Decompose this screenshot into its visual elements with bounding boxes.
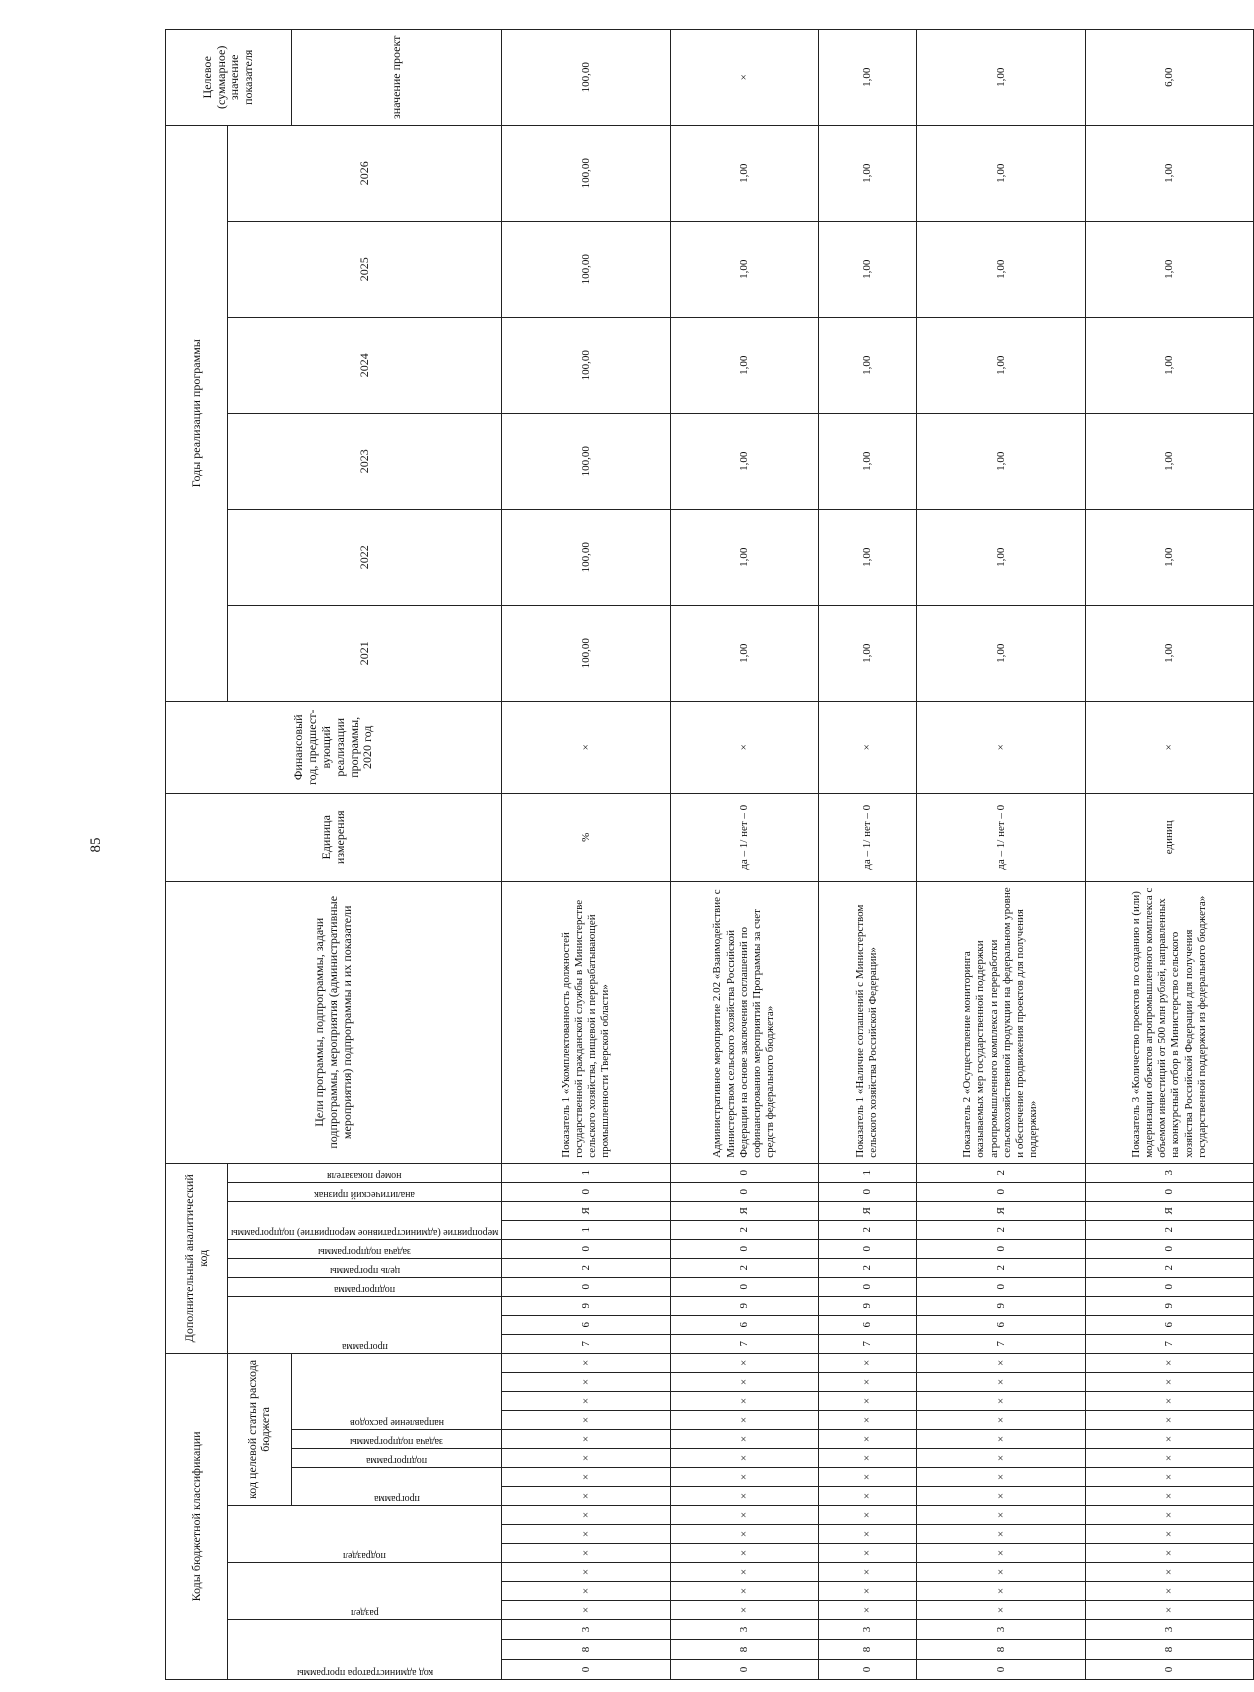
budget-code-placeholder: × — [818, 1430, 916, 1449]
add-subprogram-label: подпрограмма — [334, 1283, 396, 1295]
admin-code-digit: 3 — [502, 1620, 671, 1640]
target-value-cell: 100,00 — [502, 29, 671, 125]
additional-code-digit: 9 — [671, 1296, 819, 1315]
additional-code-digit: 2 — [671, 1220, 819, 1239]
target-value-cell: 1,00 — [917, 29, 1086, 125]
program-header — [291, 1468, 502, 1506]
additional-code-header: Дополнительный аналитический код — [166, 1163, 228, 1353]
budget-code-placeholder: × — [818, 1563, 916, 1582]
fin-year-cell: × — [502, 701, 671, 793]
year-value-cell: 1,00 — [1085, 509, 1254, 605]
budget-code-placeholder: × — [1085, 1392, 1254, 1411]
additional-code-digit: 0 — [502, 1182, 671, 1201]
fin-year-cell: × — [917, 701, 1086, 793]
budget-code-placeholder: × — [818, 1392, 916, 1411]
unit-cell: да – 1/ нет – 0 — [818, 793, 916, 881]
year-value-cell: 1,00 — [917, 125, 1086, 221]
budget-code-placeholder: × — [917, 1563, 1086, 1582]
admin-code-header — [228, 1620, 502, 1680]
budget-code-placeholder: × — [502, 1544, 671, 1563]
budget-code-placeholder: × — [818, 1506, 916, 1525]
additional-code-digit: 1 — [502, 1220, 671, 1239]
activity-label: мероприятие (административное мероприятие) подпрограммы — [231, 1226, 499, 1238]
budget-code-placeholder: × — [671, 1601, 819, 1620]
subprogram-task-header — [291, 1430, 502, 1449]
additional-code-digit: 2 — [818, 1258, 916, 1277]
year-value-cell: 100,00 — [502, 413, 671, 509]
budget-code-placeholder: × — [502, 1582, 671, 1601]
section-header — [228, 1563, 502, 1620]
additional-code-digit: 7 — [671, 1334, 819, 1353]
additional-code-digit: 0 — [671, 1182, 819, 1201]
admin-code-digit: 8 — [917, 1640, 1086, 1660]
additional-code-digit: Я — [1085, 1201, 1254, 1220]
target-header: Целевое (суммарное) значение показателя — [166, 29, 292, 125]
additional-code-digit: 6 — [818, 1315, 916, 1334]
additional-code-digit: 2 — [917, 1220, 1086, 1239]
year-2025-header: 2025 — [228, 221, 502, 317]
year-value-cell: 1,00 — [818, 317, 916, 413]
budget-code-placeholder: × — [818, 1468, 916, 1487]
additional-code-digit: 2 — [917, 1258, 1086, 1277]
budget-code-placeholder: × — [671, 1449, 819, 1468]
table-row — [818, 29, 916, 1679]
budget-code-placeholder: × — [671, 1392, 819, 1411]
budget-code-placeholder: × — [917, 1353, 1086, 1372]
page-number: 85 — [88, 837, 104, 853]
target-value-cell: × — [671, 29, 819, 125]
additional-code-digit: 6 — [502, 1315, 671, 1334]
budget-code-placeholder: × — [917, 1544, 1086, 1563]
additional-code-digit: Я — [818, 1201, 916, 1220]
year-value-cell: 1,00 — [671, 317, 819, 413]
budget-code-placeholder: × — [502, 1449, 671, 1468]
budget-code-placeholder: × — [671, 1353, 819, 1372]
year-value-cell: 1,00 — [917, 221, 1086, 317]
budget-code-placeholder: × — [1085, 1601, 1254, 1620]
budget-code-placeholder: × — [917, 1430, 1086, 1449]
budget-code-placeholder: × — [1085, 1430, 1254, 1449]
additional-code-digit: 2 — [818, 1220, 916, 1239]
fin-year-cell: × — [818, 701, 916, 793]
budget-code-placeholder: × — [917, 1506, 1086, 1525]
analytic-sign-header — [228, 1182, 502, 1201]
budget-code-placeholder: × — [818, 1353, 916, 1372]
additional-code-digit: 6 — [917, 1315, 1086, 1334]
expense-direction-header — [291, 1353, 502, 1429]
budget-code-placeholder: × — [1085, 1544, 1254, 1563]
budget-code-placeholder: × — [1085, 1582, 1254, 1601]
additional-code-digit: 6 — [1085, 1315, 1254, 1334]
budget-code-placeholder: × — [502, 1353, 671, 1372]
admin-code-digit: 8 — [1085, 1640, 1254, 1660]
admin-code-digit: 0 — [818, 1660, 916, 1680]
unit-header: Единица измерения — [166, 793, 502, 881]
additional-code-digit: 2 — [1085, 1220, 1254, 1239]
additional-code-digit: 0 — [917, 1182, 1086, 1201]
year-value-cell: 100,00 — [502, 125, 671, 221]
budget-code-placeholder: × — [671, 1430, 819, 1449]
additional-code-digit: 0 — [671, 1163, 819, 1182]
budget-code-placeholder: × — [1085, 1449, 1254, 1468]
year-value-cell: 1,00 — [1085, 221, 1254, 317]
budget-code-placeholder: × — [917, 1525, 1086, 1544]
add-program-label: программа — [341, 1340, 388, 1352]
additional-code-digit: 0 — [818, 1277, 916, 1296]
additional-code-digit: 0 — [1085, 1239, 1254, 1258]
year-2026-header: 2026 — [228, 125, 502, 221]
budget-code-placeholder: × — [1085, 1506, 1254, 1525]
analytic-sign-label: аналитический признак — [314, 1188, 416, 1200]
indicator-description: Административное мероприятие 2.02 «Взаимодействие с Министерством сельского хозяйства Российской Федерации на основе заключения соглашений по софинансированию мероприятий Программы за счет средств федерального бюджета» — [671, 881, 819, 1163]
goals-header: Цели программы, подпрограммы, задачи подпрограммы, мероприятия (административные мероприятия) подпрограммы и их показатели — [166, 881, 502, 1163]
budget-code-placeholder: × — [917, 1392, 1086, 1411]
year-value-cell: 100,00 — [502, 509, 671, 605]
subsection-header — [228, 1506, 502, 1563]
budget-code-placeholder: × — [917, 1373, 1086, 1392]
admin-code-digit: 3 — [818, 1620, 916, 1640]
program-goal-header — [228, 1258, 502, 1277]
year-value-cell: 100,00 — [502, 221, 671, 317]
year-value-cell: 1,00 — [917, 509, 1086, 605]
additional-code-digit: 0 — [671, 1239, 819, 1258]
year-2022-header: 2022 — [228, 509, 502, 605]
unit-cell: единиц — [1085, 793, 1254, 881]
years-header: Годы реализации программы — [166, 125, 228, 701]
budget-code-placeholder: × — [917, 1468, 1086, 1487]
additional-code-digit: 7 — [502, 1334, 671, 1353]
budget-code-placeholder: × — [818, 1411, 916, 1430]
budget-code-placeholder: × — [917, 1449, 1086, 1468]
budget-code-placeholder: × — [818, 1487, 916, 1506]
year-value-cell: 100,00 — [502, 605, 671, 701]
add-program-header — [228, 1296, 502, 1353]
budget-code-placeholder: × — [671, 1373, 819, 1392]
additional-code-digit: 9 — [502, 1296, 671, 1315]
additional-code-digit: 7 — [917, 1334, 1086, 1353]
additional-code-digit: Я — [502, 1201, 671, 1220]
budget-code-placeholder: × — [818, 1544, 916, 1563]
year-value-cell: 1,00 — [671, 221, 819, 317]
additional-code-digit: 0 — [671, 1277, 819, 1296]
year-value-cell: 1,00 — [671, 509, 819, 605]
additional-code-digit: 2 — [917, 1163, 1086, 1182]
subprogram-task-label: задача подпрограммы — [350, 1436, 444, 1447]
subprogram-task2-header — [228, 1239, 502, 1258]
unit-cell: % — [502, 793, 671, 881]
budget-code-placeholder: × — [818, 1525, 916, 1544]
budget-code-placeholder: × — [502, 1525, 671, 1544]
year-value-cell: 1,00 — [917, 413, 1086, 509]
indicator-description: Показатель 3 «Количество проектов по созданию и (или) модернизации объектов агропромышленного комплекса с объемом инвестиций от 500 млн рублей, направленных на конкурсный отбор в Министерство сельского хозяйства Российской Федерации для получения государственной поддержки из федерального бюджета» — [1085, 881, 1254, 1163]
target-sub-header: значение проект — [291, 29, 502, 125]
year-value-cell: 1,00 — [671, 605, 819, 701]
additional-code-digit: 2 — [502, 1258, 671, 1277]
target-value-cell: 6,00 — [1085, 29, 1254, 125]
additional-code-digit: 9 — [917, 1296, 1086, 1315]
admin-code-digit: 0 — [917, 1660, 1086, 1680]
budget-code-placeholder: × — [502, 1601, 671, 1620]
additional-code-digit: Я — [917, 1201, 1086, 1220]
year-value-cell: 1,00 — [818, 413, 916, 509]
add-subprogram-header — [228, 1277, 502, 1296]
budget-code-placeholder: × — [671, 1411, 819, 1430]
admin-code-digit: 8 — [502, 1640, 671, 1660]
additional-code-digit: 9 — [818, 1296, 916, 1315]
additional-code-digit: 0 — [502, 1239, 671, 1258]
admin-code-digit: 8 — [818, 1640, 916, 1660]
budget-code-placeholder: × — [917, 1601, 1086, 1620]
additional-code-digit: 7 — [1085, 1334, 1254, 1353]
year-2024-header: 2024 — [228, 317, 502, 413]
budget-code-placeholder: × — [1085, 1525, 1254, 1544]
year-value-cell: 1,00 — [818, 221, 916, 317]
additional-code-digit: 0 — [502, 1277, 671, 1296]
table-row — [1085, 29, 1254, 1679]
program-label: программа — [373, 1493, 420, 1504]
activity-header — [228, 1201, 502, 1239]
budget-code-placeholder: × — [502, 1563, 671, 1582]
budget-code-placeholder: × — [671, 1544, 819, 1563]
year-value-cell: 1,00 — [1085, 125, 1254, 221]
budget-code-placeholder: × — [502, 1468, 671, 1487]
admin-code-digit: 8 — [671, 1640, 819, 1660]
table-body — [502, 29, 1254, 1679]
unit-cell: да – 1/ нет – 0 — [671, 793, 819, 881]
admin-code-digit: 0 — [1085, 1660, 1254, 1680]
budget-code-placeholder: × — [671, 1506, 819, 1525]
budget-code-placeholder: × — [502, 1430, 671, 1449]
fin-year-cell: × — [1085, 701, 1254, 793]
indicator-number-label: номер показателя — [327, 1169, 402, 1181]
budget-code-placeholder: × — [1085, 1373, 1254, 1392]
additional-code-digit: 0 — [1085, 1277, 1254, 1296]
admin-code-digit: 0 — [502, 1660, 671, 1680]
indicator-description: Показатель 1 «Наличие соглашений с Министерством сельского хозяйства Российской Федерации» — [818, 881, 916, 1163]
year-value-cell: 1,00 — [818, 125, 916, 221]
additional-code-digit: 0 — [818, 1239, 916, 1258]
unit-cell: да – 1/ нет – 0 — [917, 793, 1086, 881]
budget-code-placeholder: × — [502, 1487, 671, 1506]
budget-code-placeholder: × — [1085, 1487, 1254, 1506]
table-row — [502, 29, 671, 1679]
section-label: раздел — [350, 1607, 379, 1618]
additional-code-digit: 0 — [917, 1239, 1086, 1258]
budget-codes-header: Коды бюджетной классификации — [166, 1353, 228, 1679]
additional-code-digit: 2 — [671, 1258, 819, 1277]
year-2023-header: 2023 — [228, 413, 502, 509]
program-goal-label: цель программы — [329, 1264, 400, 1276]
additional-code-digit: 9 — [1085, 1296, 1254, 1315]
budget-code-placeholder: × — [1085, 1411, 1254, 1430]
year-2021-header: 2021 — [228, 605, 502, 701]
target-article-header: код целевой статьи расхода бюджета — [228, 1353, 292, 1505]
budget-code-placeholder: × — [502, 1392, 671, 1411]
rotated-table-area — [165, 35, 1208, 1680]
budget-code-placeholder: × — [917, 1411, 1086, 1430]
additional-code-digit: 0 — [818, 1182, 916, 1201]
budget-code-placeholder: × — [917, 1582, 1086, 1601]
budget-code-placeholder: × — [1085, 1353, 1254, 1372]
subprogram-header — [291, 1449, 502, 1468]
year-value-cell: 1,00 — [671, 125, 819, 221]
admin-code-label: код администратора программы — [296, 1667, 433, 1678]
admin-code-digit: 3 — [917, 1620, 1086, 1640]
budget-code-placeholder: × — [818, 1449, 916, 1468]
additional-code-digit: 3 — [1085, 1163, 1254, 1182]
additional-code-digit: Я — [671, 1201, 819, 1220]
indicators-table — [165, 29, 1254, 1680]
additional-code-digit: 0 — [917, 1277, 1086, 1296]
budget-code-placeholder: × — [671, 1487, 819, 1506]
year-value-cell: 1,00 — [917, 605, 1086, 701]
year-value-cell: 1,00 — [917, 317, 1086, 413]
year-value-cell: 1,00 — [818, 605, 916, 701]
year-value-cell: 100,00 — [502, 317, 671, 413]
fin-year-header: Финансовый год, предшествующий реализации программы, 2020 год — [166, 701, 502, 793]
subsection-label: подраздел — [343, 1550, 387, 1561]
additional-code-digit: 7 — [818, 1334, 916, 1353]
table-row — [671, 29, 819, 1679]
year-value-cell: 1,00 — [818, 509, 916, 605]
subprogram-task2-label: задача подпрограммы — [318, 1245, 412, 1257]
budget-code-placeholder: × — [502, 1506, 671, 1525]
budget-code-placeholder: × — [671, 1468, 819, 1487]
additional-code-digit: 6 — [671, 1315, 819, 1334]
year-value-cell: 1,00 — [671, 413, 819, 509]
additional-code-digit: 0 — [1085, 1182, 1254, 1201]
budget-code-placeholder: × — [1085, 1563, 1254, 1582]
budget-code-placeholder: × — [502, 1373, 671, 1392]
budget-code-placeholder: × — [671, 1525, 819, 1544]
budget-code-placeholder: × — [502, 1411, 671, 1430]
budget-code-placeholder: × — [818, 1601, 916, 1620]
additional-code-digit: 2 — [1085, 1258, 1254, 1277]
indicator-number-header — [228, 1163, 502, 1182]
target-value-cell: 1,00 — [818, 29, 916, 125]
fin-year-cell: × — [671, 701, 819, 793]
budget-code-placeholder: × — [1085, 1468, 1254, 1487]
subprogram-label: подпрограмма — [366, 1455, 428, 1466]
indicator-description: Показатель 2 «Осуществление мониторинга оказываемых мер государственной поддержки агропромышленного комплекса и переработки сельскохозяйственной продукции на федеральном уровне и обеспечение продвижения проектов для получения поддержки» — [917, 881, 1086, 1163]
indicator-description: Показатель 1 «Укомплектованность должностей государственной гражданской службы в Министерстве сельского хозяйства, пищевой и перерабатывающей промышленности Тверской области» — [502, 881, 671, 1163]
admin-code-digit: 3 — [1085, 1620, 1254, 1640]
additional-code-digit: 1 — [502, 1163, 671, 1182]
budget-code-placeholder: × — [917, 1487, 1086, 1506]
budget-code-placeholder: × — [818, 1582, 916, 1601]
expense-direction-label: направление расходов — [349, 1417, 444, 1428]
budget-code-placeholder: × — [818, 1373, 916, 1392]
budget-code-placeholder: × — [671, 1582, 819, 1601]
additional-code-digit: 1 — [818, 1163, 916, 1182]
year-value-cell: 1,00 — [1085, 413, 1254, 509]
admin-code-digit: 3 — [671, 1620, 819, 1640]
table-row — [917, 29, 1086, 1679]
year-value-cell: 1,00 — [1085, 317, 1254, 413]
admin-code-digit: 0 — [671, 1660, 819, 1680]
budget-code-placeholder: × — [671, 1563, 819, 1582]
year-value-cell: 1,00 — [1085, 605, 1254, 701]
